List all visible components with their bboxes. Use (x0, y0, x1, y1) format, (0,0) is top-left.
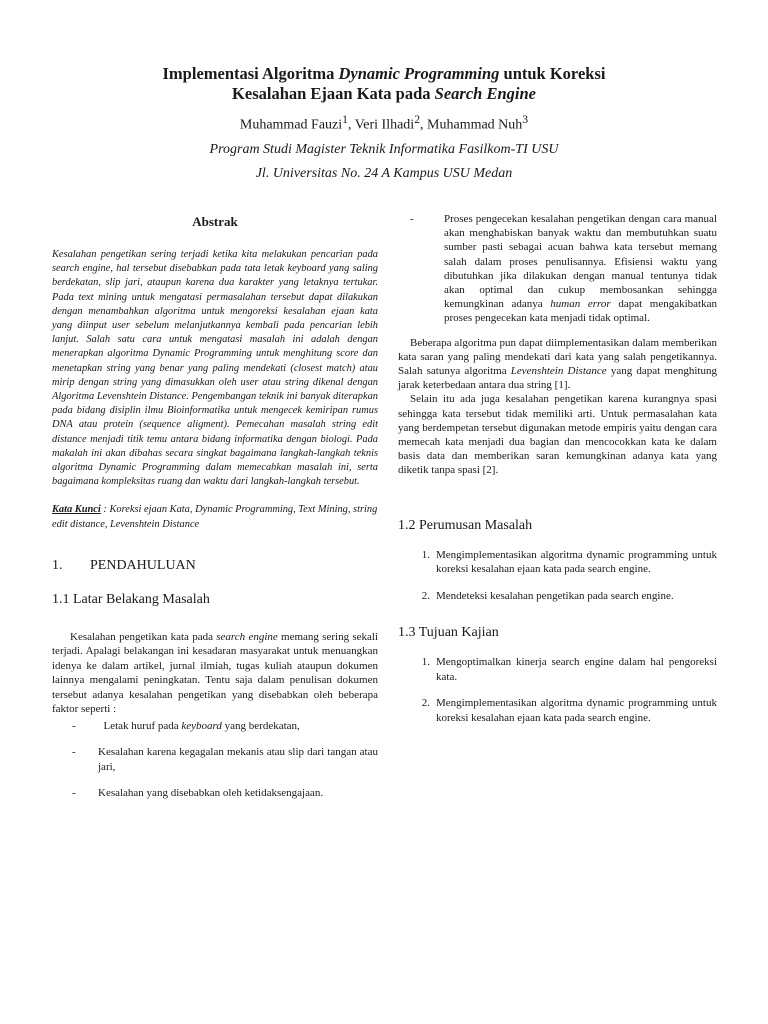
title-line1-post: untuk Koreksi (499, 64, 606, 83)
address: Jl. Universitas No. 24 A Kampus USU Medan (255, 165, 513, 181)
list-item (398, 548, 717, 577)
author-name: Muhammad Fauzi (239, 117, 343, 133)
list-number: 1. (421, 656, 430, 669)
list-item (398, 655, 717, 684)
dash-bullet: - (72, 719, 76, 732)
dash-bullet: - (410, 213, 414, 225)
item-post: dapat mengakibatkan proses pengecekan kata menjadi tidak optimal. (444, 298, 717, 325)
list-item-text: Kesalahan karena kegagalan mekanis atau slip dari tangan atau jari, (98, 746, 378, 773)
factor-list (52, 719, 378, 801)
author-sup: 2 (414, 113, 421, 126)
author-list: Muhammad Fauzi$^1$, Veri Ilhadi$^2$, Muhammad Nuh$^3$ (239, 113, 529, 133)
right-column (398, 212, 717, 737)
author-sup: 1 (342, 113, 348, 126)
subsection-heading: 1.2 Perumusan Masalah (398, 517, 533, 533)
list-item (52, 786, 378, 801)
para1-pre: Beberapa algoritma pun dapat diimplementasikan dalam memberikan kata saran yang paling mendekati dari kata yang salah pengetikannya. Salah satunya algoritma (398, 336, 717, 378)
author-name: Veri Ilhadi (354, 117, 415, 133)
para1-italic: Levenshtein Distance (510, 365, 607, 378)
list-item (398, 696, 717, 725)
list-item (398, 589, 717, 604)
list-item-text (444, 212, 717, 326)
list-item (398, 212, 717, 326)
title-line1-pre: Implementasi Algoritma (162, 64, 339, 83)
list-item-text: Mengimplementasikan algoritma dynamic programming untuk koreksi kesalahan ejaan kata pada search engine. (436, 548, 717, 576)
title-line2-pre: Kesalahan Ejaan Kata pada (232, 84, 435, 103)
paragraph: Selain itu ada juga kesalahan pengetikan karena kurangnya spasi sehingga kata tersebut tidak memiliki arti. Untuk permasalahan kata yang berdempetan tersebut digunakan metode empiris yaitu dengan cara memecah kata menjadi dua bagian dan mencocokkan kata ke dalam basis data dan memberikan saran kemungkinan adanya kata yang diketik tanpa spasi [2]. (398, 393, 717, 477)
list-number: 2. (421, 589, 430, 602)
para1-post: yang dapat menghitung jarak keterbedaan antara dua string [1]. (398, 365, 717, 392)
dash-bullet: - (72, 746, 76, 759)
list-item (52, 745, 378, 774)
left-column (52, 212, 378, 813)
problem-list (398, 548, 717, 604)
intro-pre: Kesalahan pengetikan kata pada (70, 630, 217, 643)
paper-title (0, 64, 768, 104)
paper-header (0, 64, 768, 184)
section-heading (52, 558, 378, 574)
list-item-text (98, 719, 378, 734)
list-item-text: Kesalahan yang disebabkan oleh ketidaksengajaan. (98, 787, 324, 800)
section-number: 1. (52, 557, 63, 573)
paragraph (398, 336, 717, 393)
intro-italic: search engine (216, 630, 278, 643)
keywords (52, 503, 378, 531)
affiliation: Program Studi Magister Teknik Informatika Fasilkom-TI USU (209, 141, 559, 157)
list-item (52, 719, 378, 734)
abstract-heading: Abstrak (192, 214, 238, 229)
list-item-text: Mendeteksi kesalahan pengetikan pada search engine. (436, 589, 674, 602)
item-pre: Proses pengecekan kesalahan pengetikan dengan cara manual akan menghabiskan banyak waktu dan membutuhkan suatu sumber pasti sebagai acuan bahwa kata tersebut memang salah dalam proses penulisannya. Efisiensi waktu yang dibutuhkan jika dilakukan dengan manual tentunya tidak akan optimal dan cukup membosankan sehingga kemungkinan adanya (444, 213, 717, 311)
subsection-heading: 1.1 Latar Belakang Masalah (52, 591, 210, 607)
list-item-text: Mengoptimalkan kinerja search engine dalam hal pengoreksi kata. (436, 656, 717, 683)
item1-post: yang berdekatan, (221, 719, 300, 732)
item-italic: human error (550, 298, 611, 311)
author-sup: 3 (522, 113, 529, 126)
dash-bullet: - (72, 787, 76, 800)
author-name: Muhammad Nuh (427, 117, 523, 133)
intro-post: memang sering sekali terjadi. Apalagi belakangan ini kesadaran masyarakat untuk menuangkan idenya ke dalam artikel, jurnal ilmiah, tugas kuliah ataupun dokumen lainnya mengalami peningkatan. Tentu saja dalam penulisan dokumen tersebut adanya kesalahan pengetikan yang disebabkan oleh beberapa faktor seperti : (52, 630, 378, 716)
intro-paragraph (52, 630, 378, 717)
abstract-text: Kesalahan pengetikan sering terjadi ketika kita melakukan pencarian pada search engine, hal tersebut disebabkan pada tata letak keyboard yang saling berdekatan, slip jari, ataupun karena dua karakter yang letaknya tertukar. Pada text mining untuk mengatasi permasalahan tersebut dapat dilakukan dengan menambahkan algoritma untuk mengoreksi kesalahan ejaan kata yang diinput user sebelum melanjutkannya kembali pada pencarian lebih lanjut. Salah satu cara untuk mengatasi masalah ini adalah dengan menerapkan algoritma Dynamic Programming untuk menghitung score dan menetapkan string yang benar yang paling mendekati (closest match) atau mirip dengan string yang dimasukkan oleh user atau string dikenal dengan Algoritma Levenshtein Distance. Pengembangan teknik ini banyak diterapkan pada bidang disiplin ilmu Bioinformatika untuk mengecek kemiripan rumus DNA atau protein (sequence aligment). Pemecahan masalah string edit distance menjadi titik temu antara bidang informatika dengan biologi. Pada makalah ini akan dibahas secara singkat bagaimana langkah-langkah teknis algoritma Dynamic Programming dalam memecahkan masalah ini, serta bagaimana kompleksitas ruang dan waktu dari langkah-langkah tersebut. (52, 249, 378, 488)
item1-italic: keyboard (181, 719, 222, 732)
goal-list (398, 655, 717, 725)
title-line1-italic: Dynamic Programming (338, 64, 500, 83)
title-line2-italic: Search Engine (434, 84, 536, 103)
keywords-label: Kata Kunci (52, 504, 101, 516)
list-number: 1. (421, 548, 430, 561)
keywords-text: : Koreksi ejaan Kata, Dynamic Programming, Text Mining, string edit distance, Levenshtein Distance (52, 504, 378, 530)
subsection-heading: 1.3 Tujuan Kajian (398, 625, 499, 641)
list-number: 2. (421, 697, 430, 710)
list-item-text: Mengimplementasikan algoritma dynamic programming untuk koreksi kesalahan ejaan kata pada search engine. (436, 697, 717, 724)
item1-pre: Letak huruf pada (103, 719, 182, 732)
section-title: PENDAHULUAN (90, 557, 196, 573)
